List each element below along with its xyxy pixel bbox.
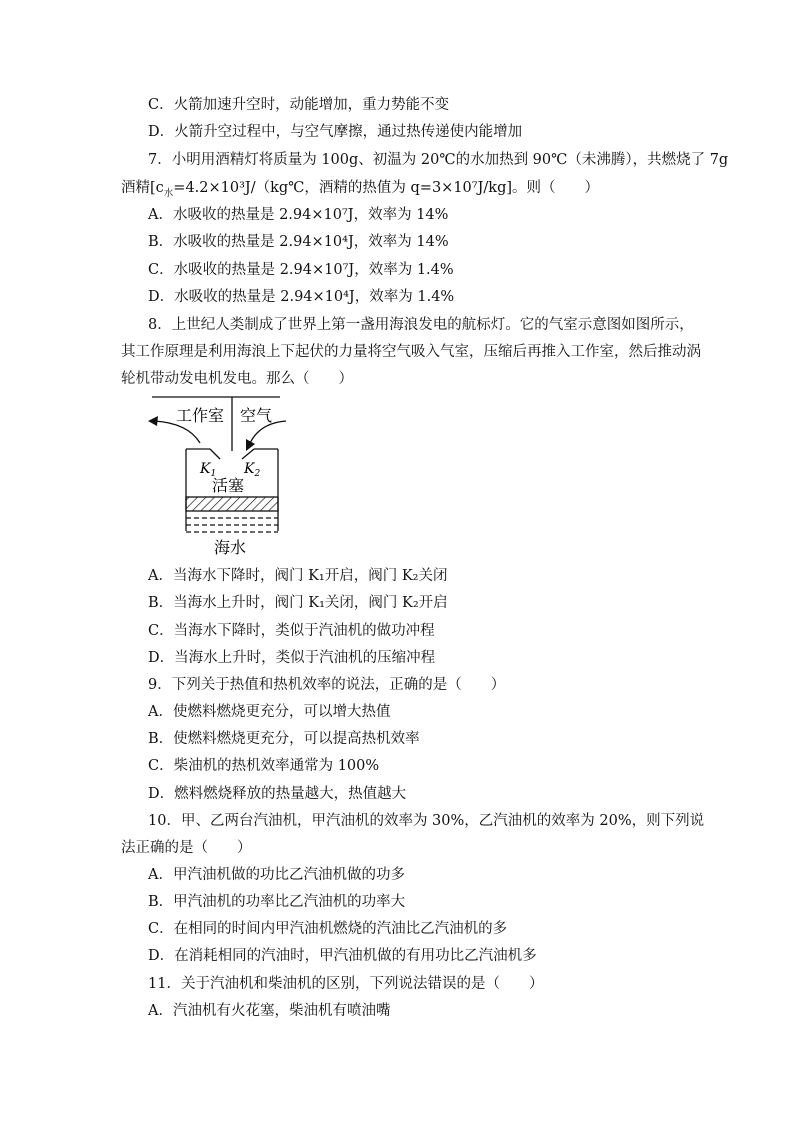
question-8-line-1: 8．上世纪人类制成了世界上第一盏用海浪发电的航标灯。它的气室示意图如图所示， (148, 317, 694, 333)
question-11-stem: 11．关于汽油机和柴油机的区别，下列说法错误的是（ ） (148, 976, 544, 992)
question-8-option-c: C．当海水下降时，类似于汽油机的做功冲程 (148, 623, 435, 639)
question-7-option-c: C．水吸收的热量是 2.94×10⁷J，效率为 1.4% (148, 262, 454, 278)
question-9-option-d: D．燃料燃烧释放的热量越大，热值越大 (148, 786, 407, 802)
question-9-option-a: A．使燃料燃烧更充分，可以增大热值 (148, 704, 391, 720)
piston-block (186, 497, 278, 511)
question-9-option-b: B．使燃料燃烧更充分，可以提高热机效率 (148, 731, 420, 747)
question-10-option-a: A．甲汽油机做的功比乙汽油机做的功多 (148, 867, 405, 883)
question-7-option-d: D．水吸收的热量是 2.94×10⁴J，效率为 1.4% (148, 289, 455, 305)
question-8-option-b: B．当海水上升时，阀门 K₁关闭，阀门 K₂开启 (148, 595, 448, 611)
question-10-line-1: 10．甲、乙两台汽油机，甲汽油机的效率为 30%，乙汽油机的效率为 20%，则下列说 (148, 813, 705, 829)
question-10-option-d: D．在消耗相同的汽油时，甲汽油机做的有用功比乙汽油机多 (148, 948, 537, 964)
valve-k2-label: $K_2$ (244, 461, 261, 479)
question-8-line-2: 其工作原理是利用海浪上下起伏的力量将空气吸入气室，压缩后再推入工作室，然后推动涡 (121, 344, 701, 360)
piston-label: 活塞 (212, 476, 245, 495)
question-10-line-2: 法正确的是（ ） (121, 840, 252, 856)
outflow-arrowhead-icon (148, 416, 158, 426)
line-c-rocket: C．火箭加速升空时，动能增加，重力势能不变 (148, 97, 450, 113)
air-label: 空气 (240, 406, 273, 425)
air-chamber-diagram (140, 393, 290, 563)
line-d-rocket: D．火箭升空过程中，与空气摩擦，通过热传递使内能增加 (148, 124, 523, 140)
question-8-option-d: D．当海水上升时，类似于汽油机的压缩冲程 (148, 650, 436, 666)
question-10-option-b: B．甲汽油机的功率比乙汽油机的功率大 (148, 894, 406, 910)
q7-text-post: =4.2×10³J/（kg℃，酒精的热值为 q=3×10⁷J/kg]。则（ ） (173, 180, 600, 196)
question-7-line-1: 7．小明用酒精灯将质量为 100g、初温为 20℃的水加热到 90℃（未沸腾），共燃烧了 7g (148, 152, 729, 168)
question-7-option-b: B．水吸收的热量是 2.94×10⁴J，效率为 14% (148, 234, 449, 250)
question-8-option-a: A．当海水下降时，阀门 K₁开启，阀门 K₂关闭 (148, 568, 448, 584)
q7-text-pre: 酒精[c (121, 180, 164, 196)
question-7-line-2 (121, 178, 599, 198)
question-8-line-3: 轮机带动发电机发电。那么（ ） (121, 371, 353, 387)
question-11-option-a: A．汽油机有火花塞，柴油机有喷油嘴 (148, 1003, 391, 1019)
valve-k1-label: $K_1$ (200, 461, 217, 479)
q7-subscript-water: 水 (163, 187, 174, 199)
work-room-label: 工作室 (176, 406, 225, 425)
seawater-label: 海水 (214, 538, 247, 557)
question-10-option-c: C．在相同的时间内甲汽油机燃烧的汽油比乙汽油机的多 (148, 921, 508, 937)
question-9-option-c: C．柴油机的热机效率通常为 100% (148, 758, 380, 774)
question-7-option-a: A．水吸收的热量是 2.94×10⁷J，效率为 14% (148, 207, 449, 223)
question-9-stem: 9．下列关于热值和热机效率的说法，正确的是（ ） (148, 677, 506, 693)
